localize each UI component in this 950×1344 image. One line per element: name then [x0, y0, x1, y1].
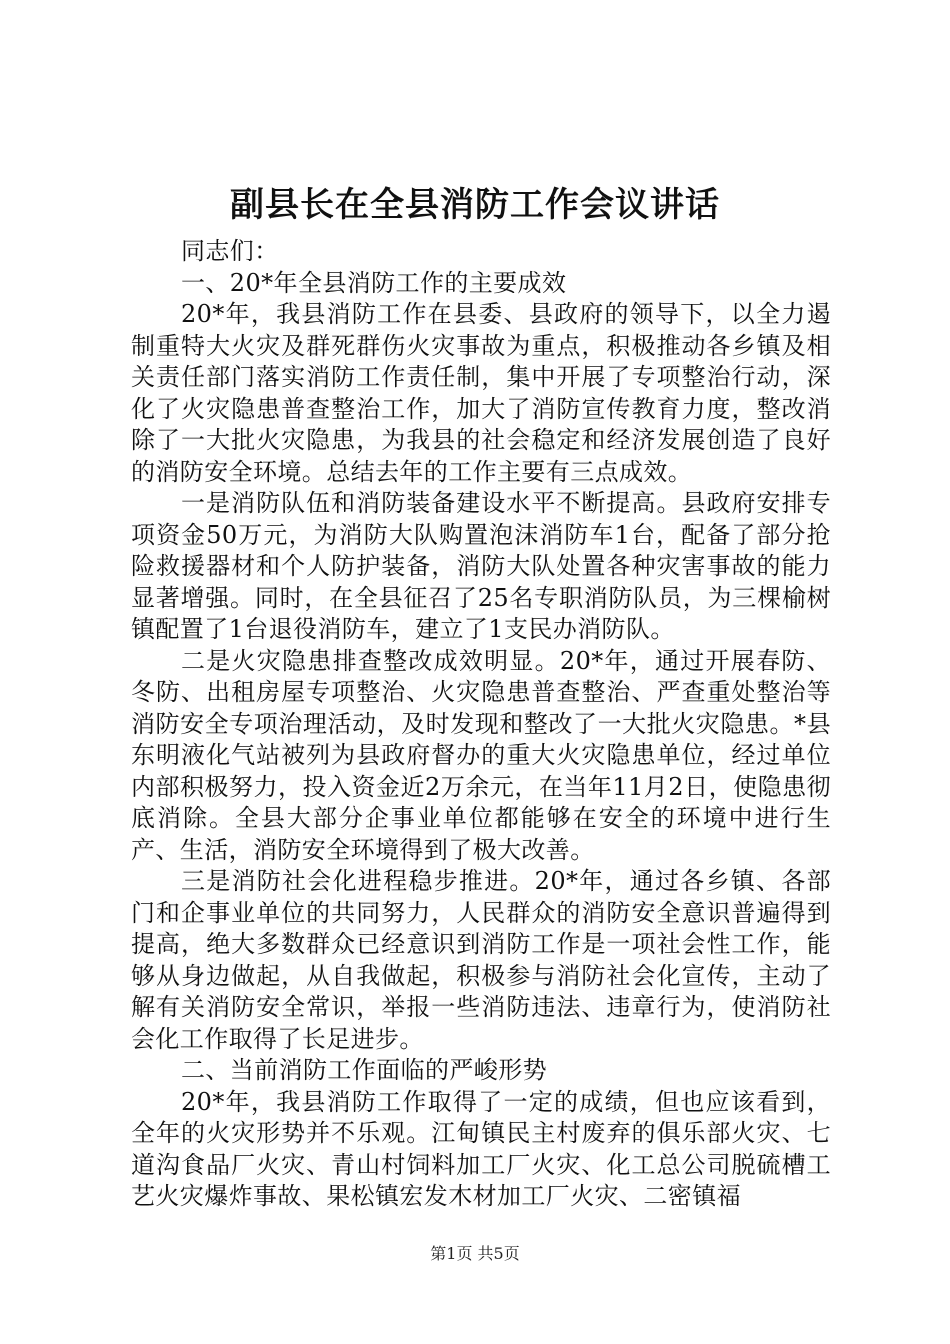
page-footer: 第1页 共5页: [430, 1244, 520, 1263]
document-title: 副县长在全县消防工作会议讲话: [230, 185, 720, 225]
paragraph: 二是火灾隐患排查整改成效明显。20*年，通过开展春防、冬防、出租房屋专项整治、火灾隐患普查整治、严查重处整治等消防安全专项治理活动，及时发现和整改了一大批火灾隐患。*县东明液化气站被列为县政府督办的重大火灾隐患单位，经过单位内部积极努力，投入资金近2万余元，在当年11月2日，使隐患彻底消除。全县大部分企事业单位都能够在安全的环境中进行生产、生活，消防安全环境得到了极大改善。: [131, 646, 831, 864]
paragraph: 三是消防社会化进程稳步推进。20*年，通过各乡镇、各部门和企事业单位的共同努力，人民群众的消防安全意识普遍得到提高，绝大多数群众已经意识到消防工作是一项社会性工作，能够从身边做起，从自我做起，积极参与消防社会化宣传，主动了解有关消防安全常识，举报一些消防违法、违章行为，使消防社会化工作取得了长足进步。: [131, 867, 831, 1053]
paragraph: 20*年，我县消防工作在县委、县政府的领导下，以全力遏制重特大火灾及群死群伤火灾事故为重点，积极推动各乡镇及相关责任部门落实消防工作责任制，集中开展了专项整治行动，深化了火灾隐患普查整治工作，加大了消防宣传教育力度，整改消除了一大批火灾隐患，为我县的社会稳定和经济发展创造了良好的消防安全环境。总结去年的工作主要有三点成效。: [131, 300, 831, 486]
paragraph: 20*年，我县消防工作取得了一定的成绩，但也应该看到，全年的火灾形势并不乐观。江甸镇民主村废弃的俱乐部火灾、七道沟食品厂火灾、青山村饲料加工厂火灾、化工总公司脱硫槽工艺火灾爆炸事故、果松镇宏发木材加工厂火灾、二密镇福: [131, 1087, 831, 1210]
section-heading-2: 二、当前消防工作面临的严峻形势: [181, 1056, 547, 1084]
section-heading-1: 一、20*年全县消防工作的主要成效: [181, 268, 567, 297]
paragraph: 一是消防队伍和消防装备建设水平不断提高。县政府安排专项资金50万元，为消防大队购置泡沫消防车1台，配备了部分抢险救援器材和个人防护装备，消防大队处置各种灾害事故的能力显著增强。同时，在全县征召了25名专职消防队员，为三棵榆树镇配置了1台退役消防车，建立了1支民办消防队。: [131, 489, 831, 643]
salutation: 同志们：: [181, 237, 279, 265]
document-body: [131, 236, 831, 1213]
